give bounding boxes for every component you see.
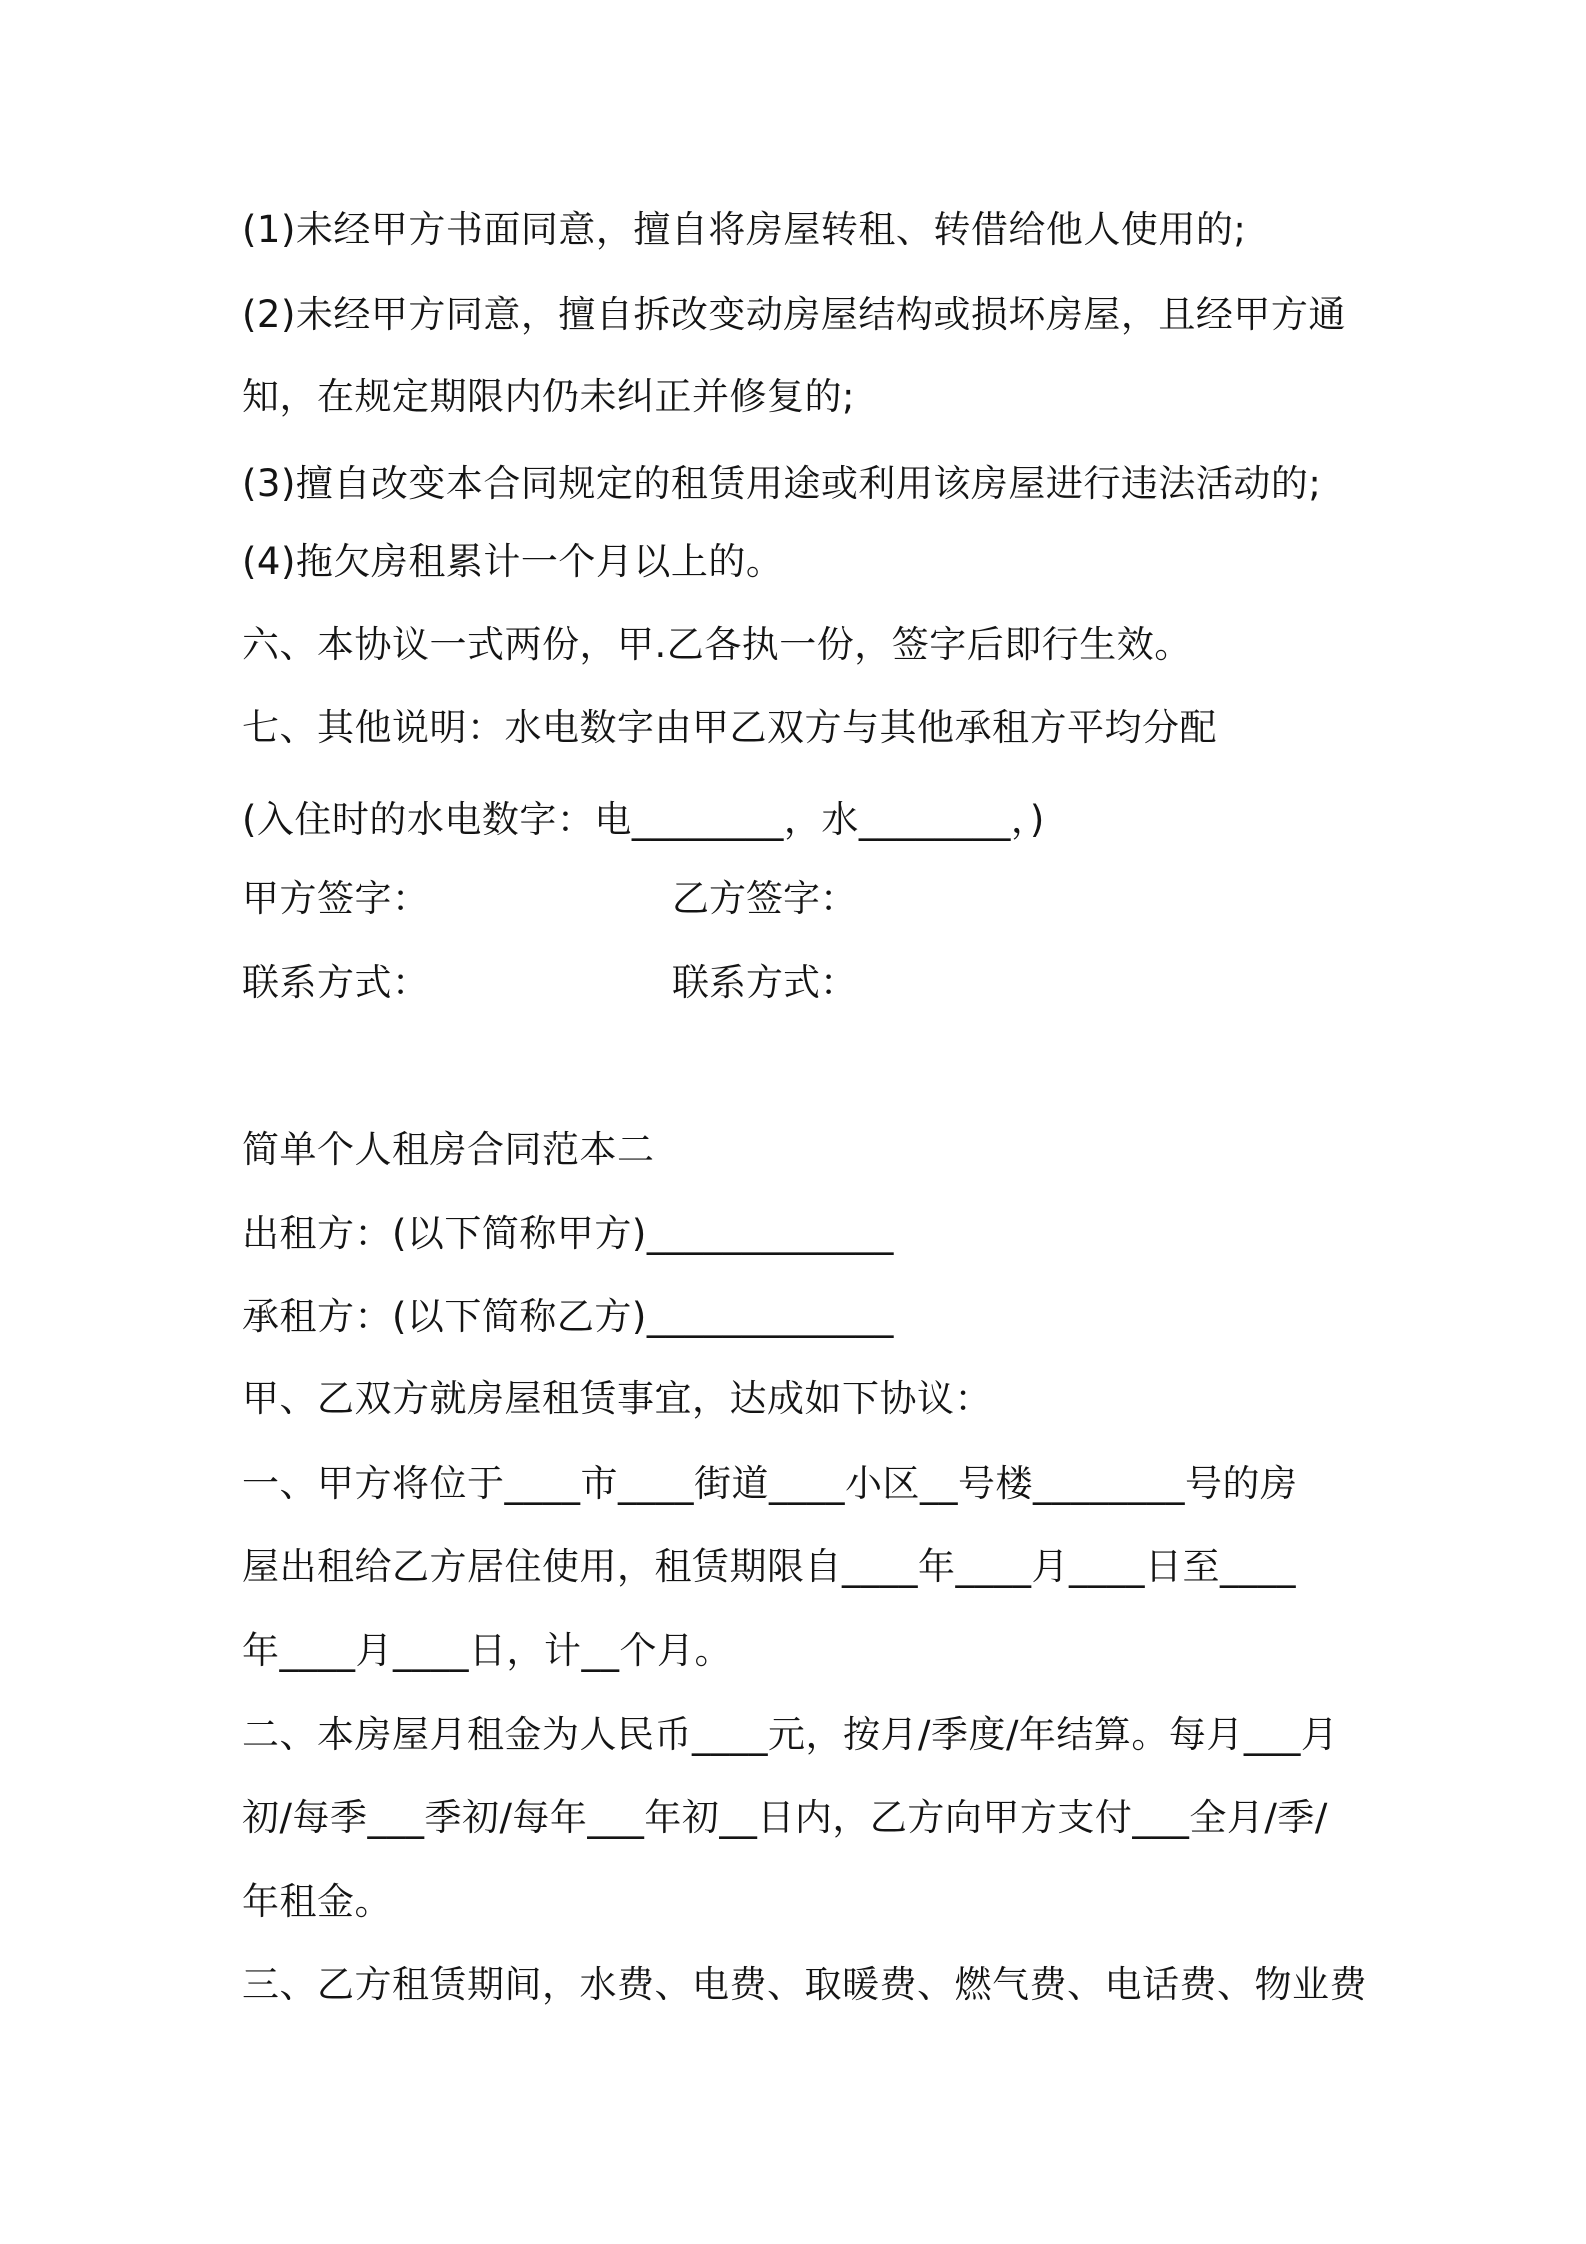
- clause-two-line-2: 初/每季___季初/每年___年初__日内，乙方向甲方支付___全月/季/: [242, 1796, 1328, 1839]
- party-b-contact-label: 联系方式：: [672, 961, 857, 1004]
- meter-reading-note: (入住时的水电数字：电________，水________，): [242, 798, 1045, 841]
- clause-three-line-1: 三、乙方租赁期间，水费、电费、取暖费、燃气费、电话费、物业费: [242, 1963, 1367, 2006]
- clause-two-line-3: 年租金。: [242, 1880, 392, 1923]
- lessee-line: 承租方：(以下简称乙方)_____________: [242, 1295, 894, 1338]
- party-b-signature-label: 乙方签字：: [672, 877, 857, 920]
- party-a-signature-label: 甲方签字：: [242, 877, 430, 920]
- agreement-intro: 甲、乙双方就房屋租赁事宜，达成如下协议：: [242, 1377, 992, 1420]
- termination-item-1: (1)未经甲方书面同意，擅自将房屋转租、转借给他人使用的;: [242, 208, 1247, 251]
- termination-item-2-line-1: (2)未经甲方同意，擅自拆改变动房屋结构或损坏房屋，且经甲方通: [242, 293, 1346, 336]
- termination-item-3: (3)擅自改变本合同规定的租赁用途或利用该房屋进行违法活动的;: [242, 462, 1322, 505]
- clause-one-line-3: 年____月____日，计__个月。: [242, 1629, 732, 1672]
- clause-one-line-2: 屋出租给乙方居住使用，租赁期限自____年____月____日至____: [242, 1545, 1296, 1588]
- clause-six: 六、本协议一式两份，甲.乙各执一份，签字后即行生效。: [242, 623, 1192, 666]
- clause-one-line-1: 一、甲方将位于____市____街道____小区__号楼________号的房: [242, 1462, 1298, 1505]
- party-a-contact-label: 联系方式：: [242, 961, 430, 1004]
- section-title: 简单个人租房合同范本二: [242, 1128, 655, 1171]
- lessor-line: 出租方：(以下简称甲方)_____________: [242, 1212, 894, 1255]
- clause-seven: 七、其他说明：水电数字由甲乙双方与其他承租方平均分配: [242, 706, 1217, 749]
- clause-two-line-1: 二、本房屋月租金为人民币____元，按月/季度/年结算。每月___月: [242, 1713, 1339, 1756]
- termination-item-4: (4)拖欠房租累计一个月以上的。: [242, 540, 784, 583]
- termination-item-2-line-2: 知，在规定期限内仍未纠正并修复的;: [242, 375, 855, 418]
